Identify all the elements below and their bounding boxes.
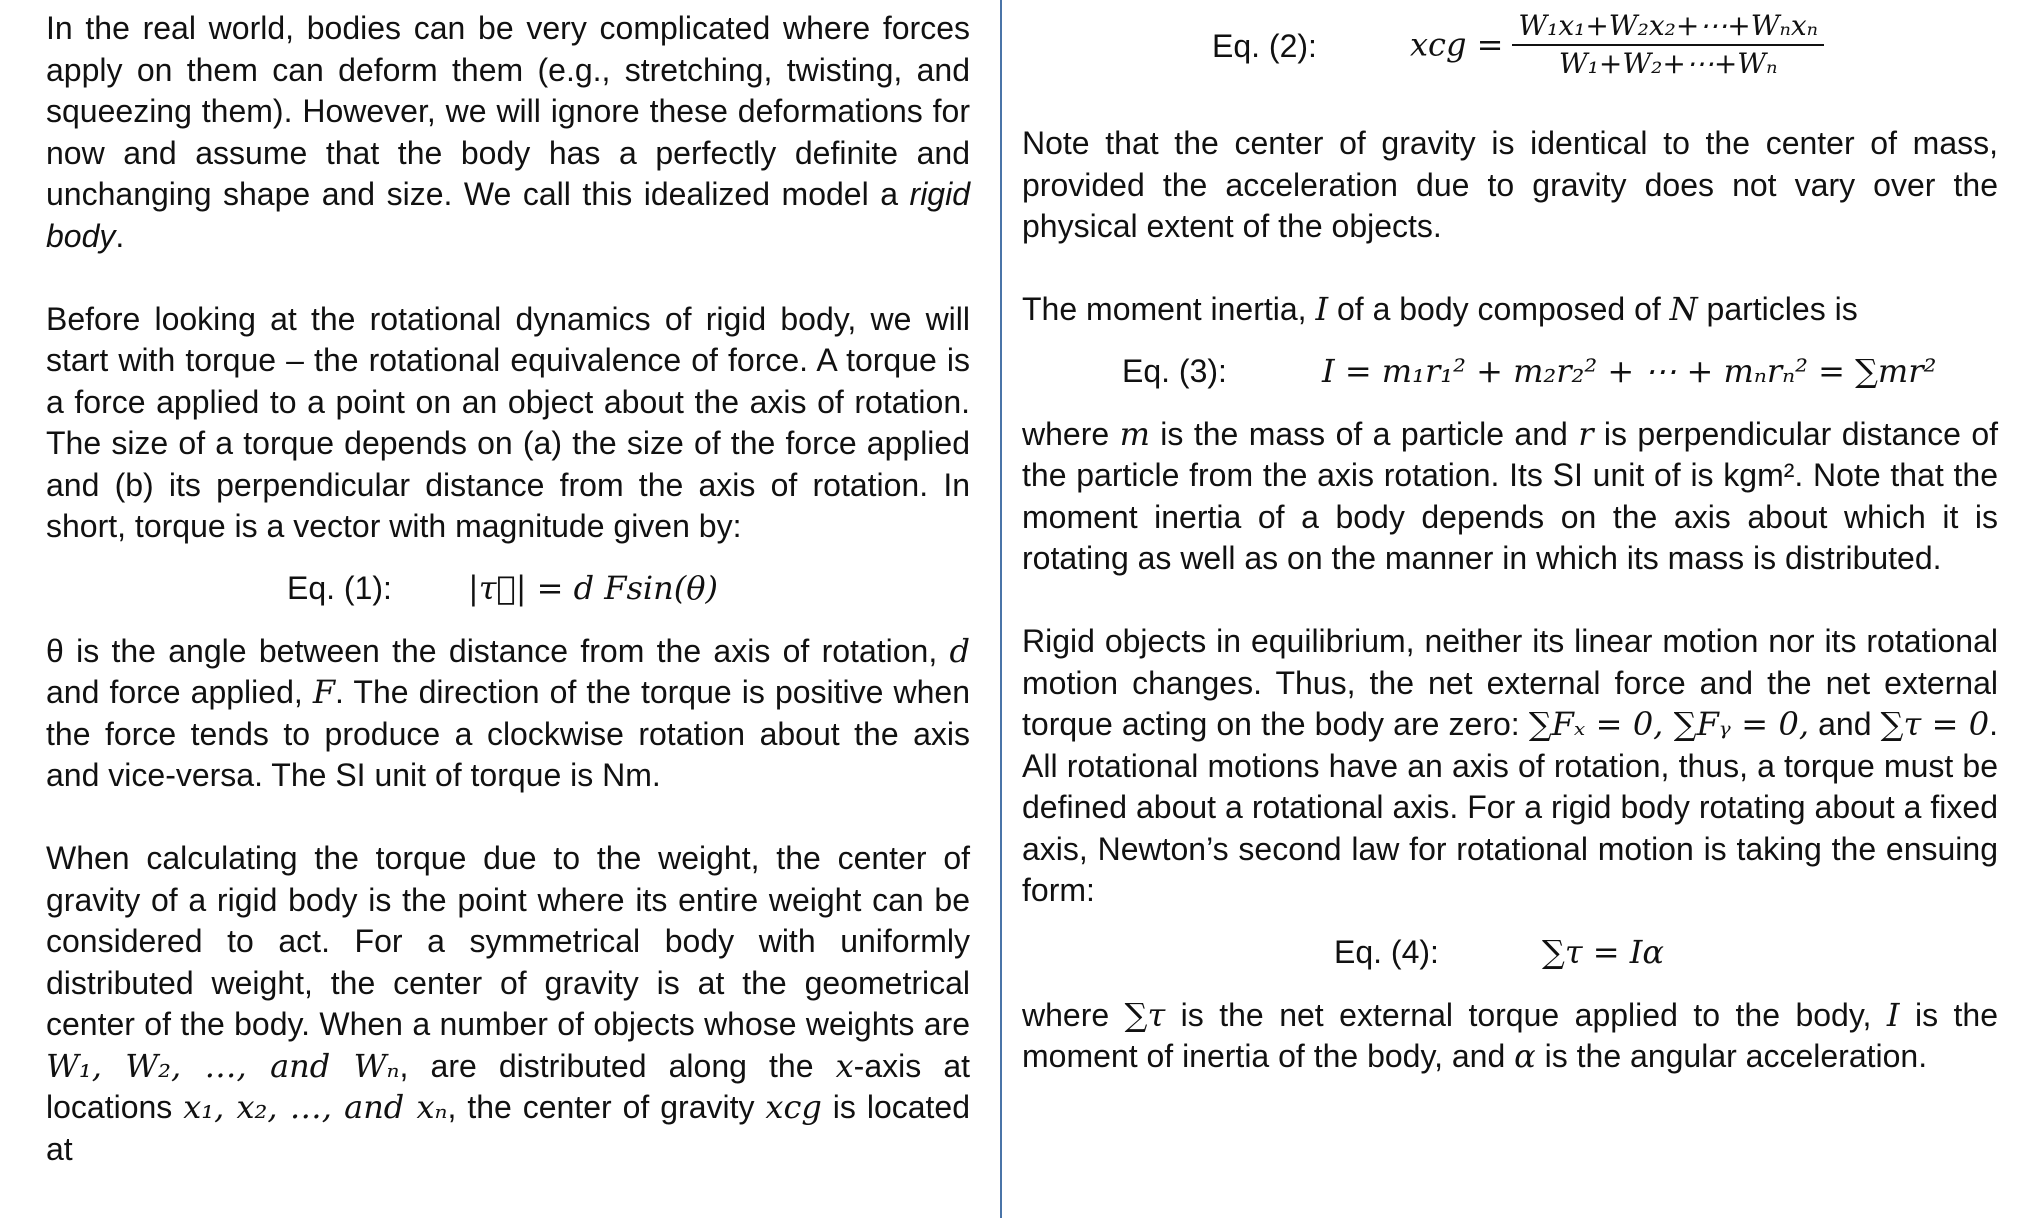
paragraph-theta: θ is the angle between the distance from the axis of rotation, d and force applied, F. The direction of the torque is positive when the force tends to produce a clockwise rotation about the axis and vice-versa. The SI unit of torque is Nm. bbox=[46, 631, 971, 793]
paragraph-torque-intro: Before looking at the rotational dynamics of rigid body, we will start with torque – the rotational equivalence of force. A torque is a force applied to a point on an object about the axis of rotation. The size of a torque depends on (a) the size of the force applied and (b) its perpendicular distance from the axis of rotation. In short, torque is a vector with magnitude given by: bbox=[46, 300, 970, 544]
paragraph-moment-inertia: The moment inertia, I of a body composed of N particles is bbox=[1022, 290, 1858, 328]
paragraph-rigid-body: In the real world, bodies can be very complicated where forces apply on them can deform them (e.g., stretching, twisting, and squeezing them). However, we will ignore these deformations for now and assume that the body has a perfectly definite and unchanging shape and size. We call this idealized model a rigid body. bbox=[46, 10, 970, 254]
equation-1 bbox=[46, 548, 970, 631]
left-column bbox=[46, 8, 970, 1170]
eq4-expression: ∑τ = Iα bbox=[1542, 932, 1664, 971]
eq4-label: Eq. (4): bbox=[1334, 933, 1439, 970]
right-column bbox=[1022, 8, 1998, 1078]
equation-2 bbox=[1022, 8, 1998, 123]
eq2-label: Eq. (2): bbox=[1212, 28, 1317, 64]
paragraph-cog-note: Note that the center of gravity is identical to the center of mass, provided the acceleration due to gravity does not vary over the physical extent of the objects. bbox=[1022, 125, 1998, 244]
eq3-expression: I = m₁r₁² + m₂r₂² + ⋯ + mₙrₙ² = ∑mr² bbox=[1322, 351, 1937, 390]
eq2-fraction bbox=[1512, 8, 1824, 82]
eq3-label: Eq. (3): bbox=[1122, 352, 1227, 389]
eq1-expression: |τ⃗| = d Fsin(θ) bbox=[468, 568, 718, 607]
eq1-label: Eq. (1): bbox=[287, 569, 392, 606]
equation-3 bbox=[1022, 331, 1998, 414]
paragraph-newton-second-law: where ∑τ is the net external torque applied to the body, I is the moment of inertia of the body, and α is the angular acceleration. bbox=[1022, 995, 1999, 1075]
eq2-numerator: W₁x₁+W₂x₂+⋯+Wₙxₙ bbox=[1512, 8, 1824, 46]
equation-4 bbox=[1022, 912, 1998, 995]
paragraph-equilibrium: Rigid objects in equilibrium, neither its linear motion nor its rotational motion changes. Thus, the net external force and the net external torque acting on the body are zero: ∑Fₓ = 0, ∑Fᵧ = 0, and ∑τ = 0. All rotational motions have an axis of rotation, thus, a torque must be defined about a rotational axis. For a rigid body rotating about a fixed axis, Newton’s second law for rotational motion is taking the ensuing form: bbox=[1022, 623, 1999, 908]
rigid-body-term: rigid body bbox=[46, 176, 970, 254]
column-divider bbox=[1000, 0, 1002, 1218]
paragraph-mass-definition: where m is the mass of a particle and r is perpendicular distance of the particle from the axis rotation. Its SI unit of is kgm². Note that the moment inertia of a body depends on the axis about which it is rotating as well as on the manner in which its mass is distributed. bbox=[1022, 414, 1999, 576]
eq2-lhs: xcg = bbox=[1410, 25, 1504, 64]
eq2-denominator: W₁+W₂+⋯+Wₙ bbox=[1558, 47, 1778, 80]
paragraph-center-of-gravity: When calculating the torque due to the weight, the center of gravity of a rigid body is the point where its entire weight can be considered to act. For a symmetrical body with uniformly distributed weight, the center of gravity is at the geometrical center of the body. When a number of objects whose weights are W₁, W₂, …, and Wₙ, are distributed along the x-axis at locations x₁, x₂, …, and xₙ, the center of gravity xcg is located at bbox=[46, 840, 971, 1167]
